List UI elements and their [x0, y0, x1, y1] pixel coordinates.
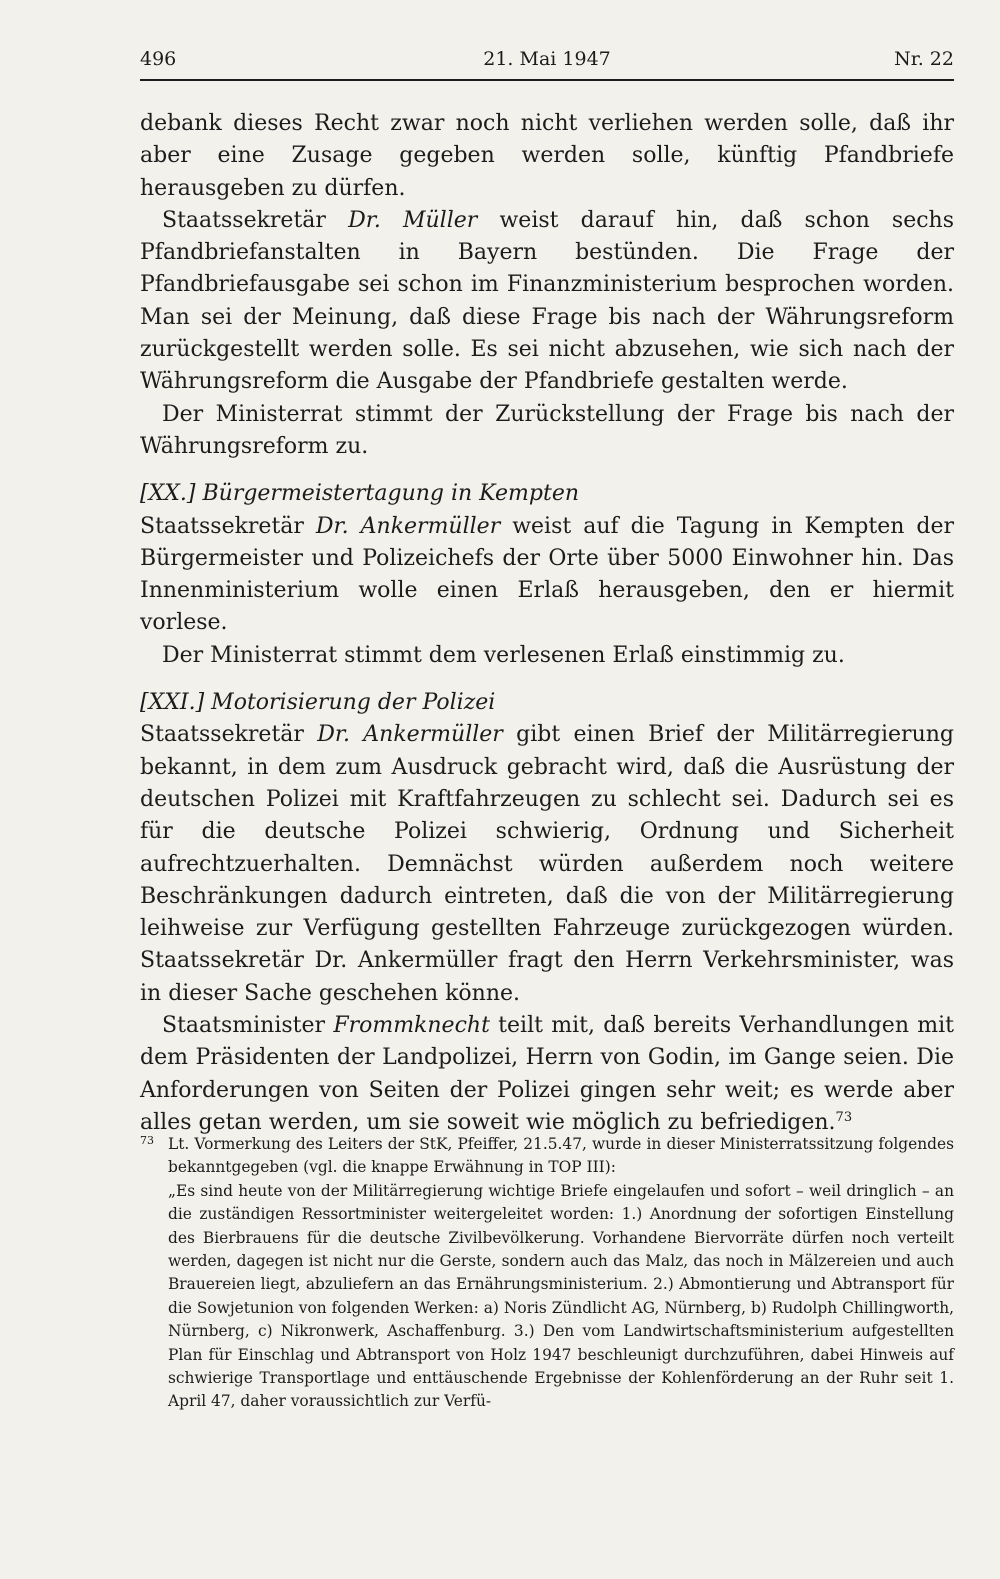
footnote-intro: Lt. Vormerkung des Leiters der StK, Pfeiffer, 21.5.47, wurde in dieser Ministerratssitzung folgendes bekanntgegeben (vgl. die knappe Erwähnung in TOP III): [168, 1135, 954, 1177]
running-header [140, 44, 954, 76]
speaker-name: Frommknecht [333, 1013, 490, 1039]
paragraph-text: Staatssekretär [162, 207, 349, 233]
section-heading-xxi: [XXI.] Motorisierung der Polizei [140, 690, 496, 716]
footnote-quote: „Es sind heute von der Militärregierung wichtige Briefe eingelaufen und sofort – weil dringlich – an die zuständigen Ressortminister weitergeleitet worden: 1.) Anordnung der sofortigen Einstellung des Bierbrauens für die deutsche Zivilbevölkerung. Vorhandene Biervorräte dürfen noch verteilt werden, dagegen ist nicht nur die Gerste, sondern auch das Malz, das noch in Mälzereien und auch Brauereien liegt, abzuliefern an das Ernährungsministerium. 2.) Abmontierung und Abtransport für die Sowjetunion von folgenden Werken: a) Noris Zündlicht AG, Nürnberg, b) Rudolph Chillingworth, Nürnberg, c) Nikronwerk, Aschaffenburg. 3.) Den vom Landwirtschaftsministerium aufgestellten Plan für Einschlag und Abtransport von Holz 1947 beschleunigt durchzuführen, dabei Hinweis auf schwierige Transportlage und enttäuschende Ergebnisse der Kohlenförderung an der Ruhr seit 1. April 47, daher voraussichtlich zur Verfü- [168, 1181, 954, 1411]
paragraph-mueller [140, 205, 954, 399]
paragraph-frommknecht [140, 1010, 954, 1139]
paragraph-text: weist darauf hin, daß schon sechs Pfandbriefanstalten in Bayern bestünden. Die Frage der Pfandbriefausgabe sei schon im Finanzministerium besprochen worden. Man sei der Meinung, daß diese Frage bis nach der Währungsreform zurückgestellt werden solle. Es sei nicht abzusehen, wie sich nach der Währungsreform die Ausgabe der Pfandbriefe gestalten werde. [140, 207, 954, 395]
paragraph-ankermueller-1 [140, 511, 954, 640]
paragraph-text: teilt mit, daß bereits Verhandlungen mit dem Präsidenten der Landpolizei, Herrn von Godin, im Gange seien. Die Anforderungen von Seiten der Polizei gingen sehr weit; es werde aber alles getan werden, um sie soweit wie möglich zu befriedigen. [140, 1013, 954, 1135]
header-rule [140, 79, 954, 81]
footnote-reference[interactable]: 73 [835, 1109, 853, 1125]
paragraph-resolution: Der Ministerrat stimmt dem verlesenen Erlaß einstimmig zu. [162, 642, 845, 668]
paragraph-continued: debank dieses Recht zwar noch nicht verliehen werden solle, daß ihr aber eine Zusage gegeben werden solle, künftig Pfandbriefe herausgeben zu dürfen. [140, 111, 954, 201]
speaker-name: Dr. Ankermüller [315, 513, 501, 539]
header-date: 21. Mai 1947 [483, 48, 611, 70]
header-issue-number: Nr. 22 [894, 48, 954, 70]
footnote-mark: 73 [140, 1134, 154, 1147]
speaker-name: Dr. Ankermüller [317, 722, 503, 748]
paragraph-text: Staatssekretär [140, 722, 318, 748]
paragraph-text: Staatsminister [162, 1013, 334, 1039]
page-number: 496 [140, 48, 177, 70]
paragraph-text: Staatssekretär [140, 513, 316, 539]
paragraph-text: weist auf die Tagung in Kempten der Bürgermeister und Polizeichefs der Orte über 5000 Einwohner hin. Das Innenministerium wolle einen Erlaß herausgeben, den er hiermit vorlese. [140, 513, 954, 636]
paragraph-text: gibt einen Brief der Militärregierung bekannt, in dem zum Ausdruck gebracht wird, daß die Ausrüstung der deutschen Polizei mit Kraftfahrzeugen zu schlecht sei. Dadurch sei es für die deutsche Polizei schwierig, Ordnung und Sicherheit aufrechtzuerhalten. Demnächst würden außerdem noch weitere Beschränkungen dadurch eintreten, daß die von der Militärregierung leihweise zur Verfügung gestellten Fahrzeuge zurückgezogen würden. Staatssekretär Dr. Ankermüller fragt den Herrn Verkehrsminister, was in dieser Sache geschehen könne. [140, 722, 954, 1006]
main-text [140, 108, 954, 1139]
footnote-73 [140, 1133, 954, 1414]
paragraph-ankermueller-2 [140, 719, 954, 1010]
speaker-name: Dr. Müller [348, 207, 478, 233]
section-heading-xx: [XX.] Bürgermeistertagung in Kempten [140, 481, 580, 507]
footnotes [140, 1133, 954, 1414]
paragraph-resolution: Der Ministerrat stimmt der Zurückstellung der Frage bis nach der Währungsreform zu. [140, 401, 954, 459]
